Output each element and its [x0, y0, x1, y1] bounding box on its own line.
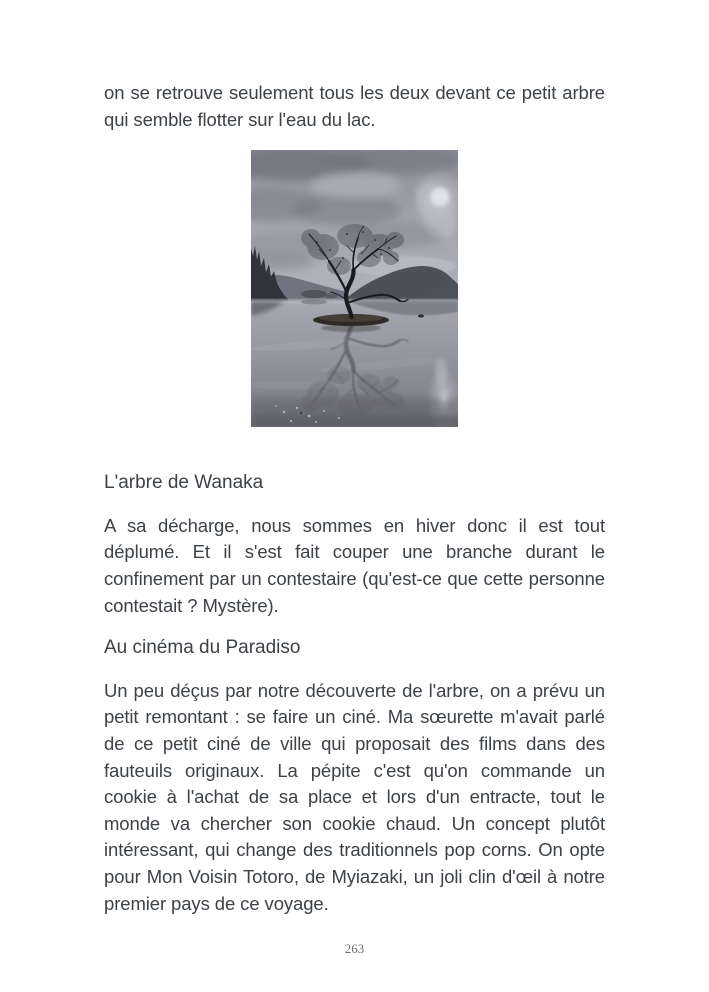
- intro-paragraph: on se retrouve seulement tous les deux devant ce petit arbre qui semble flotter sur l'eau du lac.: [104, 82, 605, 130]
- section-heading-arbre-de-wanaka: L'arbre de Wanaka: [104, 472, 264, 494]
- wanaka-tree-photo: [251, 150, 458, 427]
- section-heading-cinema-paradiso: Au cinéma du Paradiso: [104, 637, 301, 659]
- section-paragraph-arbre: A sa décharge, nous sommes en hiver donc il est tout déplumé. Et il s'est fait couper une branche durant le confinement par un contestaire (qu'est-ce que cette personne contestait ? Mystère).: [104, 514, 605, 616]
- page-number: 263: [344, 941, 365, 956]
- section-paragraph-cinema: Un peu déçus par notre découverte de l'arbre, on a prévu un petit remontant : se faire un ciné. Ma sœurette m'avait parlé de ce petit ciné de ville qui proposait des films dans des fauteuils originaux. La pépite c'est qu'on commande un cookie à l'achat de sa place et lors d'un entracte, tout le monde va chercher son cookie chaud. Un concept plutôt intéressant, qui change des traditionnels pop corns. On opte pour Mon Voisin Totoro, de Myiazaki, un joli clin d'œil à notre premier pays de ce voyage.: [104, 679, 605, 914]
- photo-figure: [104, 150, 605, 427]
